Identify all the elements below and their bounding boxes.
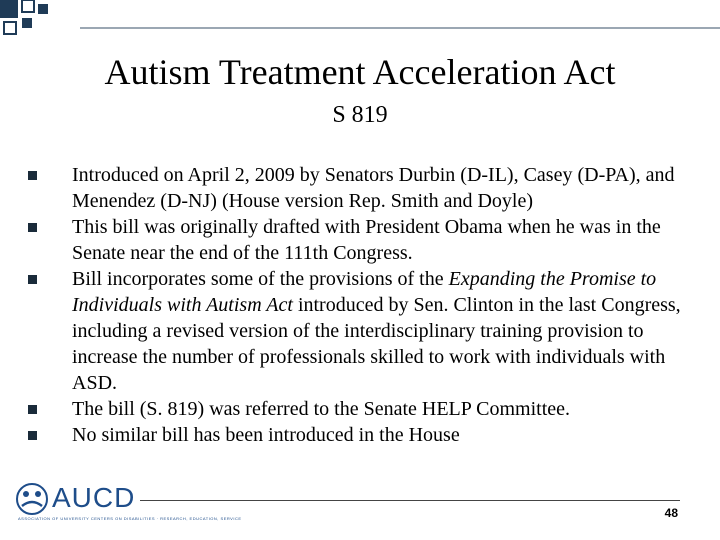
aucd-logo-icon — [14, 482, 50, 516]
bullet-text: Introduced on April 2, 2009 by Senators Durbin (D-IL), Casey (D-PA), and Menendez (D-NJ) (House version Rep. Smith and Doyle) — [72, 164, 675, 212]
square-bullet-icon — [28, 171, 37, 180]
bullet-text: This bill was originally drafted with President Obama when he was in the Senate near the end of the 111th Congress. — [72, 216, 661, 264]
bullet-text: No similar bill has been introduced in the House — [72, 424, 460, 446]
bullet-item — [28, 422, 708, 448]
bullet-text-after: introduced by Sen. Clinton in the last Congress, including a revised version of the interdisciplinary training provision to increase the number of professionals skilled to work with individuals with ASD. — [72, 294, 681, 394]
aucd-logo — [14, 482, 242, 526]
corner-decoration — [0, 0, 80, 40]
bullet-item — [28, 266, 708, 396]
bullet-item — [28, 162, 708, 214]
bill-name-italic: Expanding the Promise to Individuals with Autism Act — [72, 268, 657, 316]
top-rule — [80, 0, 720, 34]
slide-subtitle: S 819 — [332, 102, 388, 128]
bullet-list — [28, 162, 708, 448]
bullet-text-before: Bill incorporates some of the provisions of the — [72, 268, 449, 290]
square-bullet-icon — [28, 223, 37, 232]
bullet-item — [28, 396, 708, 422]
square-bullet-icon — [28, 431, 37, 440]
bottom-rule — [140, 500, 680, 501]
slide-title: Autism Treatment Acceleration Act — [104, 52, 616, 92]
square-bullet-icon — [28, 275, 37, 284]
bullet-text: The bill (S. 819) was referred to the Senate HELP Committee. — [72, 398, 571, 420]
logo-subtext: ASSOCIATION OF UNIVERSITY CENTERS ON DISABILITIES · RESEARCH, EDUCATION, SERVICE — [18, 516, 242, 521]
bullet-item — [28, 214, 708, 266]
square-bullet-icon — [28, 405, 37, 414]
page-number: 48 — [664, 506, 678, 520]
logo-text: AUCD — [52, 482, 136, 513]
